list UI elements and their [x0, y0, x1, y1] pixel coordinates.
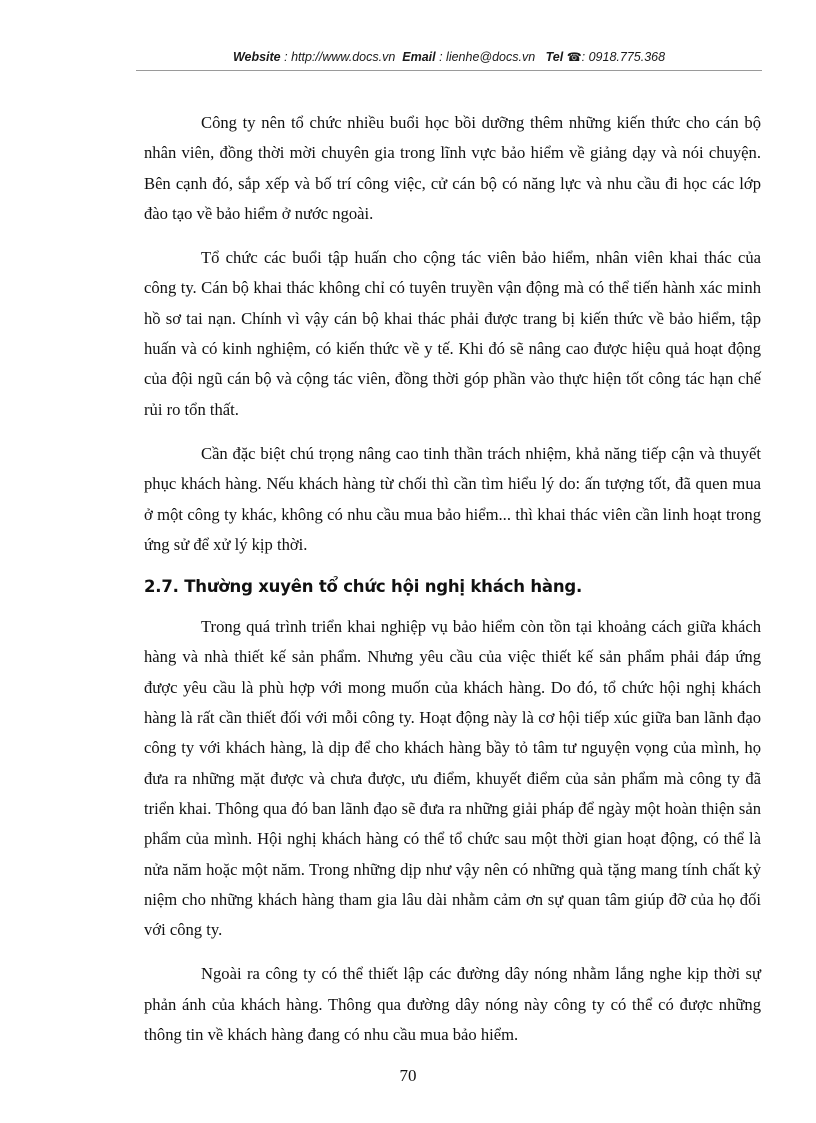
website-value: : http://www.docs.vn: [284, 50, 396, 64]
document-body: [144, 108, 761, 1064]
website-label: Website: [232, 50, 281, 64]
tel-value: : 0918.775.368: [581, 50, 666, 64]
paragraph: Cần đặc biệt chú trọng nâng cao tinh thần trách nhiệm, khả năng tiếp cận và thuyết phục khách hàng. Nếu khách hàng từ chối thì cần tìm hiểu lý do: ấn tượng tốt, đã quen mua ở một công ty khác, không có nhu cầu mua bảo hiểm... thì khai thác viên cần linh hoạt trong ứng sử để xử lý kịp thời.: [144, 443, 761, 554]
page-header: [136, 50, 762, 64]
paragraph: Trong quá trình triển khai nghiệp vụ bảo hiểm còn tồn tại khoảng cách giữa khách hàng và nhà thiết kế sản phẩm. Nhưng yêu cầu của việc thiết kế sản phẩm phải đáp ứng được yêu cầu là phù hợp với mong muốn của khách hàng. Do đó, tổ chức hội nghị khách hàng là rất cần thiết đối với mỗi công ty. Hoạt động này là cơ hội tiếp xúc giữa ban lãnh đạo công ty với khách hàng, là dịp để cho khách hàng bầy tỏ tâm tư nguyện vọng của mình, họ đưa ra những mặt được và chưa được, ưu điểm, khuyết điểm của sản phẩm mà công ty đã triển khai. Thông qua đó ban lãnh đạo sẽ đưa ra những giải pháp để ngày một hoàn thiện sản phẩm của mình. Hội nghị khách hàng có thể tổ chức sau một thời gian hoạt động, có thể là nửa năm hoặc một năm. Trong những dịp như vậy nên có những quà tặng mang tính chất kỷ niệm cho những khách hàng tham gia lâu dài nhằm cảm ơn sự quan tâm giúp đỡ của họ đối với công ty.: [144, 617, 761, 940]
page-number: 70: [399, 1066, 417, 1085]
email-label: Email: [402, 50, 436, 64]
paragraph: Công ty nên tổ chức nhiều buổi học bồi dưỡng thêm những kiến thức cho cán bộ nhân viên, đồng thời mời chuyên gia trong lĩnh vực bảo hiểm về giảng dạy và nói chuyện. Bên cạnh đó, sắp xếp và bố trí công việc, cử cán bộ có năng lực và nhu cầu đi học các lớp đào tạo về bảo hiểm ở nước ngoài.: [144, 113, 761, 223]
phone-icon: ☎: [566, 50, 582, 64]
paragraph: Ngoài ra công ty có thể thiết lập các đường dây nóng nhằm lắng nghe kịp thời sự phản ánh của khách hàng. Thông qua đường dây nóng này công ty có thể có được những thông tin về khách hàng đang có nhu cầu mua bảo hiểm.: [144, 964, 761, 1045]
paragraph: Tổ chức các buổi tập huấn cho cộng tác viên bảo hiểm, nhân viên khai thác của công ty. Cán bộ khai thác không chỉ có tuyên truyền vận động mà có thể tiến hành xác minh hồ sơ tai nạn. Chính vì vậy cán bộ khai thác phải được trang bị kiến thức về bảo hiểm, tập huấn và có kinh nghiệm, có kiến thức về y tế. Khi đó sẽ nâng cao được hiệu quả hoạt động của đội ngũ cán bộ và cộng tác viên, đồng thời góp phần vào thực hiện tốt công tác hạn chế rủi ro tổn thất.: [144, 248, 761, 419]
section-heading: 2.7. Thường xuyên tổ chức hội nghị khách hàng.: [144, 577, 583, 597]
email-value: : lienhe@docs.vn: [439, 50, 536, 64]
tel-label: Tel: [545, 50, 564, 64]
header-divider: [136, 70, 762, 71]
